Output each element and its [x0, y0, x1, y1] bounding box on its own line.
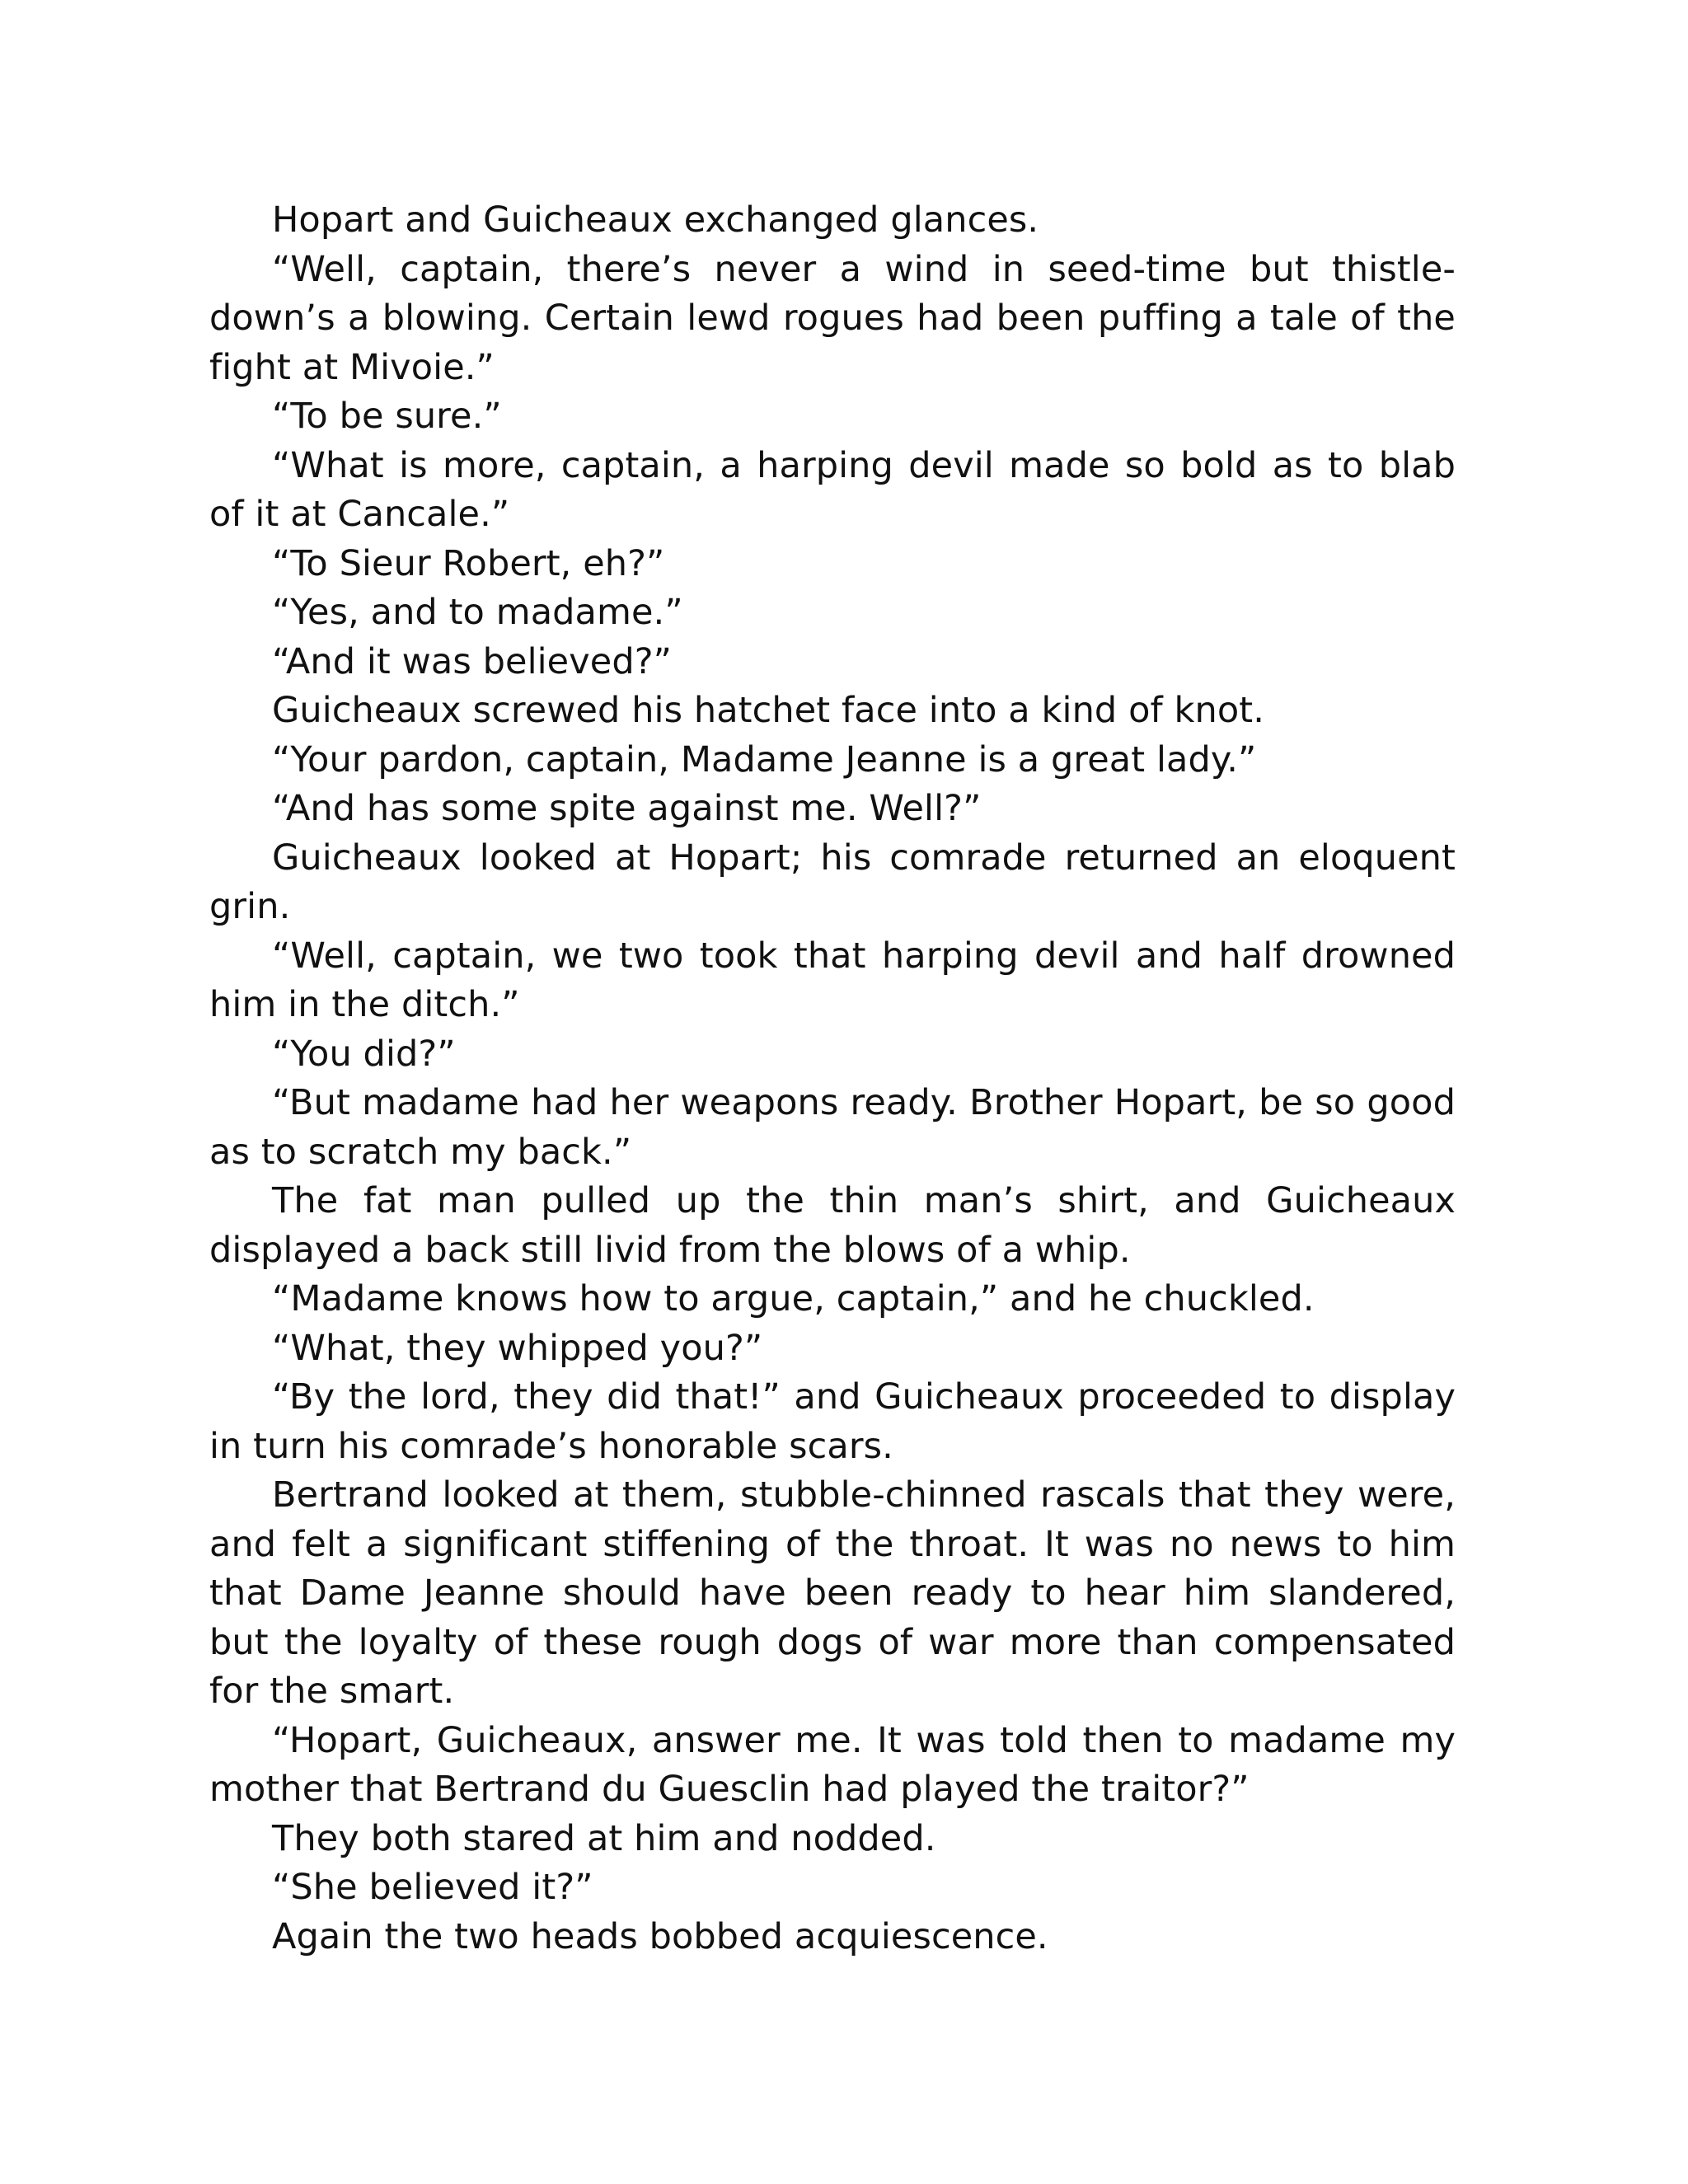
- paragraph: “To be sure.”: [272, 396, 502, 437]
- paragraph: “She believed it?”: [272, 1867, 593, 1908]
- book-page-text: [209, 196, 1456, 1961]
- paragraph: Guicheaux screwed his hatchet face into a kind of knot.: [272, 690, 1264, 731]
- paragraph: “By the lord, they did that!” and Guicheaux proceeded to display in turn his comrade’s honorable scars.: [209, 1376, 1456, 1467]
- paragraph: Bertrand looked at them, stubble-chinned rascals that they were, and felt a significant stiffening of the throat. It was no news to him that Dame Jeanne should have been ready to hear him slandered, but the loyalty of these rough dogs of war more than compensated for the smart.: [209, 1474, 1456, 1712]
- paragraph: “You did?”: [272, 1033, 456, 1075]
- paragraph: Guicheaux looked at Hopart; his comrade returned an eloquent grin.: [209, 837, 1456, 927]
- paragraph: “Yes, and to madame.”: [272, 592, 683, 633]
- paragraph: “Well, captain, there’s never a wind in seed-time but thistle-down’s a blowing. Certain lewd rogues had been puffing a tale of the fight at Mivoie.”: [209, 248, 1456, 388]
- paragraph: “And it was believed?”: [272, 640, 673, 682]
- paragraph: “And has some spite against me. Well?”: [272, 788, 982, 829]
- paragraph: “Well, captain, we two took that harping devil and half drowned him in the ditch.”: [209, 935, 1456, 1025]
- paragraph: “Madame knows how to argue, captain,” and he chuckled.: [272, 1278, 1315, 1319]
- paragraph: “To Sieur Robert, eh?”: [272, 542, 665, 584]
- paragraph: They both stared at him and nodded.: [272, 1817, 936, 1859]
- paragraph: The fat man pulled up the thin man’s shirt, and Guicheaux displayed a back still livid from the blows of a whip.: [209, 1180, 1456, 1271]
- paragraph: “What is more, captain, a harping devil made so bold as to blab of it at Cancale.”: [209, 444, 1456, 535]
- paragraph: “Your pardon, captain, Madame Jeanne is a great lady.”: [272, 738, 1257, 780]
- paragraph: “Hopart, Guicheaux, answer me. It was told then to madame my mother that Bertrand du Guesclin had played the traitor?”: [209, 1719, 1456, 1810]
- paragraph: “But madame had her weapons ready. Brother Hopart, be so good as to scratch my back.”: [209, 1082, 1456, 1173]
- paragraph: “What, they whipped you?”: [272, 1327, 763, 1369]
- paragraph: Again the two heads bobbed acquiescence.: [272, 1915, 1048, 1957]
- paragraph: Hopart and Guicheaux exchanged glances.: [272, 199, 1039, 241]
